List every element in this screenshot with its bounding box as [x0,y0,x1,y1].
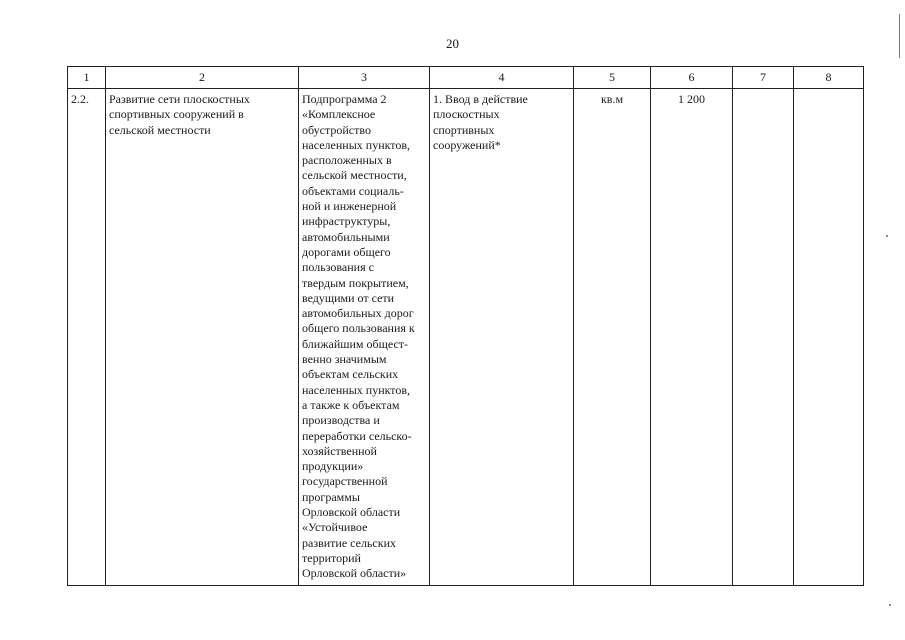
column-header-1: 1 [68,67,106,89]
column-header-7: 7 [733,67,794,89]
column-header-6: 6 [651,67,733,89]
row-number: 2.2. [71,92,89,106]
column-8-value [794,89,863,92]
table-row [68,89,864,586]
activity-name-cell [106,89,299,586]
program-description: Подпрограмма 2 «Комплексное обустройство населенных пунктов, расположенных в сельской местности, объектами социаль- ной и инженерной инфраструктуры, автомобильными дорогами общего пользования с твердым покрытием, ведущими от сети автомобильных дорог общего пользования к ближайшим общест- венно значимым объектам сельских населенных пунктов, а также к объектам производства и переработки сельско- хозяйственной продукции» государственной программы Орловской области «Устойчивое развитие сельских территорий Орловской области» [302,92,415,581]
indicator-cell [430,89,574,586]
column-header-3: 3 [299,67,430,89]
column-7-value [733,89,793,92]
program-cell [299,89,430,586]
target-value: 1 200 [678,92,705,106]
column-8-cell [794,89,864,586]
report-table [67,66,864,586]
column-header-8: 8 [794,67,864,89]
unit-cell [574,89,651,586]
scan-dot-mark [889,604,891,606]
page-number: 20 [446,36,459,51]
activity-name: Развитие сети плоскостных спортивных сооружений в сельской местности [109,92,250,137]
indicator-name: 1. Ввод в действие плоскостных спортивных сооружений* [433,92,528,152]
unit-value: кв.м [600,92,624,106]
column-header-2: 2 [106,67,299,89]
row-number-cell [68,89,106,586]
scan-edge-mark [899,14,900,58]
column-header-5: 5 [574,67,651,89]
value-cell [651,89,733,586]
column-7-cell [733,89,794,586]
header-row [68,67,864,89]
column-header-4: 4 [430,67,574,89]
scan-dot-mark [886,235,888,237]
